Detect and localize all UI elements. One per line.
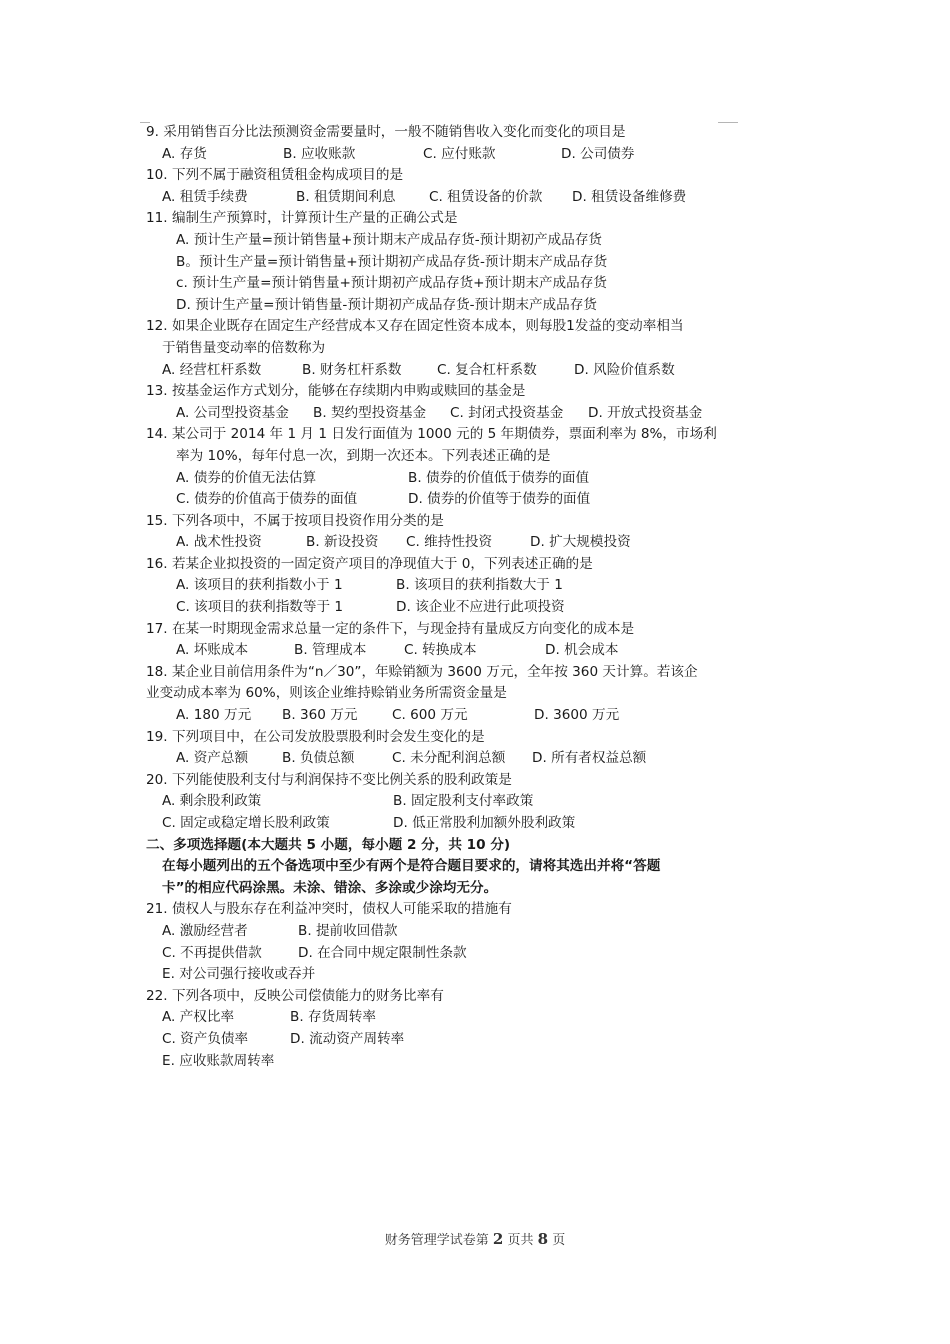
- question-21-option-e: E. 对公司强行接收或吞并: [162, 966, 316, 983]
- question-16-options-row2: [146, 597, 736, 619]
- option-c: C. 固定或稳定增长股利政策: [162, 815, 330, 831]
- option-a: A. 坏账成本: [176, 642, 249, 659]
- option-a: A. 产权比率: [162, 1009, 235, 1026]
- option-c: C. 复合杠杆系数: [437, 361, 537, 378]
- question-15-options: [146, 532, 736, 554]
- question-22-option-e: E. 应收账款周转率: [162, 1052, 275, 1069]
- option-a: A. 该项目的获利指数小于 1: [176, 577, 343, 594]
- question-17-options: [146, 640, 736, 662]
- question-18-options: [146, 705, 736, 727]
- question-11-option-d: D. 预计生产量=预计销售量-预计期初产成品存货-预计期末产成品存货: [176, 296, 597, 313]
- question-21-stem: 21. 债权人与股东存在利益冲突时，债权人可能采取的措施有: [146, 901, 512, 918]
- question-20-options-row2: [146, 813, 736, 835]
- option-d: D. 3600 万元: [534, 707, 620, 724]
- section-2-title: 二、多项选择题(本大题共 5 小题，每小题 2 分，共 10 分): [146, 836, 511, 853]
- option-d: D. 租赁设备维修费: [572, 188, 687, 205]
- question-11-option-a: A. 预计生产量=预计销售量+预计期末产成品存货-预计期初产成品存货: [176, 231, 603, 248]
- option-b: B. 管理成本: [294, 642, 367, 659]
- option-c: C. 应付账款: [423, 145, 496, 162]
- option-a: A. 资产总额: [176, 750, 249, 767]
- option-d: D. 在合同中规定限制性条款: [298, 944, 467, 961]
- option-b: B. 提前收回借款: [298, 922, 398, 939]
- option-d: D. 机会成本: [545, 642, 619, 659]
- question-12-options: [146, 360, 736, 382]
- question-22-options-row1: [146, 1007, 736, 1029]
- option-b: B. 契约型投资基金: [313, 404, 427, 421]
- option-a: A. 180 万元: [176, 707, 252, 724]
- option-d: D. 扩大规模投资: [530, 534, 631, 551]
- option-b: B. 应收账款: [283, 145, 356, 162]
- footer-suffix: 页: [552, 1233, 566, 1248]
- option-b: B. 固定股利支付率政策: [393, 793, 534, 810]
- option-c: C. 债券的价值高于债券的面值: [176, 491, 358, 508]
- question-20-options-row1: [146, 791, 736, 813]
- option-d: D. 该企业不应进行此项投资: [396, 599, 565, 616]
- option-c: C. 租赁设备的价款: [429, 188, 543, 205]
- option-d: D. 公司债券: [561, 145, 635, 162]
- option-b: B. 新设投资: [306, 534, 379, 551]
- option-c: C. 资产负债率: [162, 1030, 249, 1047]
- question-18-stem-line2: 业变动成本率为 60%，则该企业维持赊销业务所需资金量是: [146, 685, 507, 702]
- question-10-stem: 10. 下列不属于融资租赁租金构成项目的是: [146, 167, 404, 184]
- question-11-option-c: c. 预计生产量=预计销售量+预计期初产成品存货+预计期末产成品存货: [176, 275, 607, 292]
- question-13-options: [146, 403, 736, 425]
- question-14-stem-line2: 率为 10%，每年付息一次，到期一次还本。下列表述正确的是: [176, 447, 551, 464]
- option-d: D. 低正常股利加额外股利政策: [393, 815, 576, 831]
- question-18-stem-line1: 18. 某企业目前信用条件为“n／30”，年赊销额为 3600 万元，全年按 360 天计算。若该企: [146, 663, 698, 680]
- exam-content: [146, 122, 736, 1072]
- question-19-stem: 19. 下列项目中，在公司发放股票股利时会发生变化的是: [146, 728, 485, 745]
- question-11-stem: 11. 编制生产预算时，计算预计生产量的正确公式是: [146, 210, 458, 227]
- question-13-stem: 13. 按基金运作方式划分，能够在存续期内申购或赎回的基金是: [146, 383, 526, 400]
- question-14-options-row2: [146, 489, 736, 511]
- option-a: A. 存货: [162, 145, 207, 162]
- option-b: B. 租赁期间利息: [296, 188, 396, 205]
- question-20-stem: 20. 下列能使股利支付与利润保持不变比例关系的股利政策是: [146, 771, 512, 788]
- footer-mid: 页共: [507, 1233, 534, 1248]
- option-b: B. 360 万元: [282, 707, 358, 724]
- question-16-stem: 16. 若某企业拟投资的一固定资产项目的净现值大于 0，下列表述正确的是: [146, 555, 593, 572]
- option-c: C. 封闭式投资基金: [450, 404, 564, 421]
- question-9-stem: 9. 采用销售百分比法预测资金需要量时，一般不随销售收入变化而变化的项目是: [146, 124, 626, 140]
- option-b: B. 存货周转率: [290, 1009, 376, 1026]
- option-c: C. 该项目的获利指数等于 1: [176, 599, 344, 616]
- option-c: C. 维持性投资: [406, 534, 493, 551]
- question-22-stem: 22. 下列各项中，反映公司偿债能力的财务比率有: [146, 987, 444, 1004]
- option-a: A. 债券的价值无法估算: [176, 469, 317, 486]
- option-d: D. 流动资产周转率: [290, 1030, 405, 1047]
- question-11-option-b: B。预计生产量=预计销售量+预计期初产成品存货-预计期末产成品存货: [176, 253, 608, 270]
- option-a: A. 经营杠杆系数: [162, 361, 262, 378]
- option-d: D. 风险价值系数: [574, 361, 675, 378]
- question-21-options-row2: [146, 943, 736, 965]
- option-d: D. 开放式投资基金: [588, 404, 703, 421]
- option-a: A. 公司型投资基金: [176, 404, 289, 421]
- footer-total-pages: 8: [537, 1230, 549, 1248]
- section-2-instructions-line1: 在每小题列出的五个备选项中至少有两个是符合题目要求的，请将其选出并将“答题: [162, 858, 661, 875]
- option-c: C. 600 万元: [392, 707, 468, 724]
- option-b: B. 负债总额: [282, 750, 355, 767]
- option-a: A. 租赁手续费: [162, 188, 248, 205]
- option-a: A. 战术性投资: [176, 534, 262, 551]
- footer-page-number: 2: [492, 1230, 504, 1248]
- question-16-options-row1: [146, 575, 736, 597]
- question-12-stem-line2: 于销售量变动率的倍数称为: [162, 339, 326, 356]
- section-2-instructions-line2: 卡”的相应代码涂黑。未涂、错涂、多涂或少涂均无分。: [162, 879, 498, 896]
- option-d: D. 所有者权益总额: [532, 750, 647, 767]
- option-b: B. 该项目的获利指数大于 1: [396, 577, 563, 594]
- option-b: B. 财务杠杆系数: [302, 361, 402, 378]
- question-14-options-row1: [146, 468, 736, 490]
- option-b: B. 债券的价值低于债券的面值: [408, 469, 590, 486]
- option-d: D. 债券的价值等于债券的面值: [408, 491, 591, 508]
- question-9-options: [146, 144, 736, 166]
- option-a: A. 剩余股利政策: [162, 793, 262, 810]
- question-19-options: [146, 748, 736, 770]
- question-12-stem-line1: 12. 如果企业既存在固定生产经营成本又存在固定性资本成本，则每股1发益的变动率相当: [146, 318, 684, 335]
- question-21-options-row1: [146, 921, 736, 943]
- option-c: C. 不再提供借款: [162, 944, 262, 961]
- question-14-stem-line1: 14. 某公司于 2014 年 1 月 1 日发行面值为 1000 元的 5 年期债券，票面利率为 8%，市场利: [146, 426, 717, 443]
- question-15-stem: 15. 下列各项中，不属于按项目投资作用分类的是: [146, 512, 444, 529]
- page-footer: [0, 1229, 950, 1248]
- option-c: C. 未分配利润总额: [392, 750, 506, 767]
- question-10-options: [146, 187, 736, 209]
- option-c: C. 转换成本: [404, 642, 477, 659]
- footer-prefix: 财务管理学试卷第: [384, 1233, 489, 1248]
- question-17-stem: 17. 在某一时期现金需求总量一定的条件下，与现金持有量成反方向变化的成本是: [146, 620, 635, 637]
- option-a: A. 激励经营者: [162, 922, 248, 939]
- question-22-options-row2: [146, 1029, 736, 1051]
